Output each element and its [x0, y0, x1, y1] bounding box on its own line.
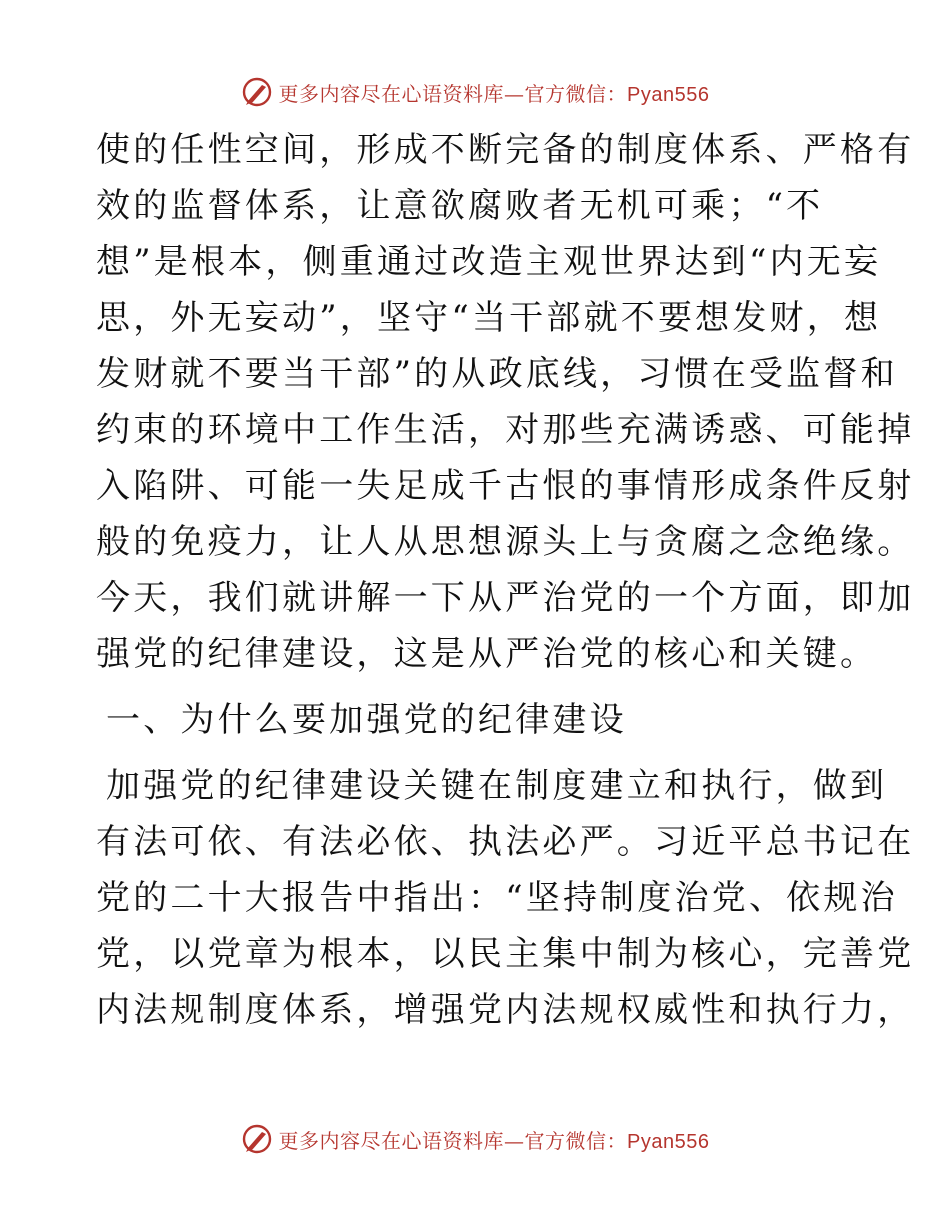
body-line: 有法可依、有法必依、执法必严。习近平总书记在 [96, 822, 915, 862]
watermark-text: 更多内容尽在心语资料库—官方微信：Pyan556 [278, 1128, 710, 1153]
header-watermark [0, 72, 950, 112]
body-line: 党的二十大报告中指出：“坚持制度治党、依规治 [96, 878, 898, 918]
body-line: 今天，我们就讲解一下从严治党的一个方面，即加 [96, 578, 915, 618]
watermark-text: 更多内容尽在心语资料库—官方微信：Pyan556 [278, 81, 710, 106]
body-line: 使的任性空间，形成不断完备的制度体系、严格有 [96, 130, 915, 170]
body-line: 想”是根本，侧重通过改造主观世界达到“内无妄 [96, 242, 882, 282]
footer-watermark [0, 1119, 950, 1159]
body-line: 入陷阱、可能一失足成千古恨的事情形成条件反射 [96, 466, 915, 506]
body-line: 思，外无妄动”，坚守“当干部就不要想发财，想 [96, 298, 882, 338]
body-line: 发财就不要当干部”的从政底线，习惯在受监督和 [96, 354, 898, 394]
body-line: 党，以党章为根本，以民主集中制为核心，完善党 [96, 934, 915, 974]
document-body [96, 122, 915, 1038]
body-line: 效的监督体系，让意欲腐败者无机可乘；“不 [96, 186, 824, 226]
pen-logo-icon [241, 76, 273, 108]
body-line: 般的免疫力，让人从思想源头上与贪腐之念绝缘。 [96, 522, 915, 562]
body-line: 强党的纪律建设，这是从严治党的核心和关键。 [96, 634, 878, 674]
pen-logo-icon [241, 1123, 273, 1155]
section-heading: 一、为什么要加强党的纪律建设 [106, 700, 627, 740]
body-line: 加强党的纪律建设关键在制度建立和执行，做到 [106, 766, 888, 806]
body-line: 内法规制度体系，增强党内法规权威性和执行力， [96, 990, 915, 1030]
body-line: 约束的环境中工作生活，对那些充满诱惑、可能掉 [96, 410, 915, 450]
